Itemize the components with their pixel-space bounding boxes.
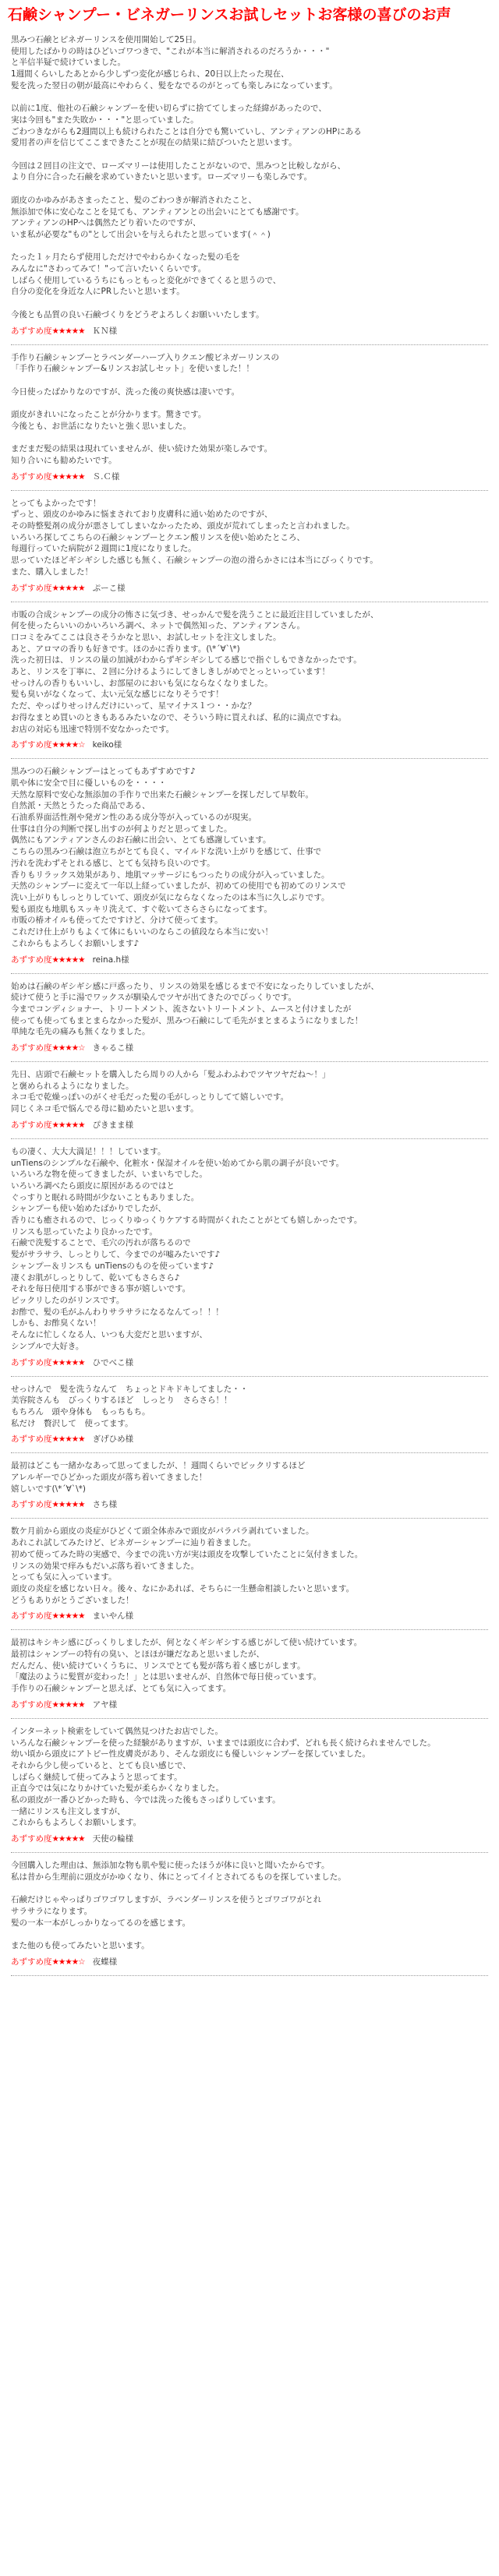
review-divider — [11, 1629, 488, 1630]
review-item — [11, 352, 488, 491]
review-text: せっけんで 髪を洗うなんて ちょっとドキドキしてました・・ 美容院さんも びっくりするほど しっとり さらさら！！ もちろん 頭や身体も もっちもち。 私だけ 贅沢して 使ってます。 — [11, 1384, 249, 1428]
review-rating — [11, 1043, 488, 1054]
star-rating: ★★★★★ — [51, 1834, 85, 1844]
star-rating: ★★★★★ — [51, 955, 85, 965]
star-rating: ★★★★★ — [51, 1434, 85, 1445]
star-rating: ★★★★★ — [51, 1611, 85, 1621]
recommend-label: あずすめ度 — [11, 1834, 52, 1844]
review-rating — [11, 1499, 488, 1511]
review-divider — [11, 1376, 488, 1377]
review-item — [11, 609, 488, 760]
review-text: 最初はキシキシ感にびっくりしましたが、何となくギシギシする感じがして使い続けています。 最初はシャンプーの特有の臭い、とほほが嫌だなあと思いましたが、 だんだん、使い続けていくうちに、リンスでとても髪が落ち着く感じがします。 「魔法のように髪質が変わった！」とは思いませんが、自然体で毎日使っています。 手作りの石鹸シャンプーと思えば、とても気に入ってます。 — [11, 1638, 363, 1694]
review-rating — [11, 739, 488, 751]
review-divider — [11, 758, 488, 759]
reviewer-name: 夜蝶様 — [92, 1957, 118, 1967]
reviewer-name: まいやん様 — [92, 1611, 134, 1621]
review-text: 最初はどこも一緒かなあって思ってましたが、！週間くらいでピックリするほど アレルギーでひどかった頭皮が落ち着いてきました！ 嬉しいです(\*´∀`\*) — [11, 1461, 306, 1494]
review-divider — [11, 490, 488, 491]
star-rating: ★★★★★ — [51, 326, 85, 336]
review-rating — [11, 583, 488, 595]
recommend-label: あずすめ度 — [11, 1357, 52, 1367]
reviewer-name: きゃるこ様 — [92, 1043, 134, 1053]
recommend-label: あずすめ度 — [11, 1434, 52, 1445]
recommend-label: あずすめ度 — [11, 1611, 52, 1621]
recommend-label: あずすめ度 — [11, 1699, 52, 1710]
review-rating — [11, 1434, 488, 1445]
review-divider — [11, 1975, 488, 1976]
recommend-label: あずすめ度 — [11, 326, 52, 336]
recommend-label: あずすめ度 — [11, 1500, 52, 1510]
review-text: とってもよかったです！ ずっと、頭皮のかゆみに悩まされており皮膚科に通い始めたのですが、 その時整髪剤の成分が悪さしてしまいなかったため、頭皮が荒れてしまったと言われました。 いろいろ探してこちらの石鹸シャンプーとクエン酸リンスを使い始めたところ、 每週行っていた病院が２週間に1度になりました。 思っていたほどギシギシした感じも無く、石鹸シャンプーの泡の滑らかさには本当にびっくりです。 また、購入しました！ — [11, 498, 378, 577]
review-divider — [11, 973, 488, 974]
review-item — [11, 1526, 488, 1630]
review-rating — [11, 471, 488, 483]
review-item — [11, 766, 488, 973]
review-item — [11, 1384, 488, 1454]
reviewer-name: ぎげひめ様 — [92, 1434, 134, 1445]
star-rating: ★★★★☆ — [51, 1957, 85, 1967]
review-rating — [11, 1699, 488, 1711]
star-rating: ★★★★★ — [51, 1699, 85, 1710]
reviewer-name: ＫＮ様 — [92, 326, 118, 336]
review-rating — [11, 1357, 488, 1369]
review-rating — [11, 1957, 488, 1968]
recommend-label: あずすめ度 — [11, 583, 52, 593]
review-divider — [11, 1718, 488, 1719]
review-text: 黒みつ石鹸とピネガーリンスを使用開始して25日。 使用したばかりの時はひどいゴワつきで、"これが本当に解消されるのだろうか・・・" と半信半疑で続けていました。 1週間くらいしたあとから少しずつ変化が感じられ、20日以上たった現在、 髪を洗った翌日の朝が最高にやわらく、髪をなでるのがとっても楽しみになっています。 以前に1度、他社の石鹸シャンプーを使い切らずに捨ててしまった経緯があったので、 実は今回も"また失敗か・・・"と思っていました。 ごわつきながらも2週間以上も続けられたことは自分でも驚いていし、アンティアンのHPにある 愛用者の声を信じてここまできたことが現在の結果に結びついたと思います。 今回は２回目の注文で、ローズマリーは使用したことがないので、黒みつと比較しながら、 より自分に合った石鹸を求めていきたいと思います。ローズマリーも楽しみです。 頭皮のかゆみがあさまったこと、髪のごわつきが解消されたこと、 無添加で体に安心なことを見ても、アンティアンとの出会いにとても感謝です。 アンティアンのHPへは偶然たどり着いたのですが、 いま私が必要な"もの"として出会いを与えられたと思っています(＾＾) たった１ヶ月たらず使用しただけでやわらかくなった髪の毛を みんなに"さわってみて！"って言いたいくらいです。 しばらく使用しているうちにもっともっと変化ができてくると思うので、 自分の変化を身近な人にPRしたいと思います。 今後とも品質の良い石鹸づくりをどうぞよろしくお願いいたします。 — [11, 35, 362, 319]
review-rating — [11, 1611, 488, 1622]
review-text: もの凄く、大大大満足！！！しています。 unTiensのシンプルな石鹸や、化粧水・保湿オイルを使い始めてから肌の調子が良いです。 いろいろな物を使ってきましたが、いまいちでした。 いろいろ調べたら頭皮に原因があるのではと ぐっすりと眠れる時間が少ないこともありました。 シャンプーも使い始めたばかりでしたが、 香りにも癒されるので、じっくりゆっくりケアする時間がくれたことがとても嬉しかったです。 リンスも思っていたより良かったです。 石鹸で洗髪することで、毛穴の汚れが落ちるので 髪がサラサラ、しっとりして、今までのが嘘みたいです♪ シャンプー＆リンスも unTiensのものを使っています♪ 凄くお肌がしっとりして、乾いてもさらさら♪ それを毎日使用する事ができる事が嬉しいです。 ピックリしたのがリンスです。 お酢で、髪の毛がふんわりサラサラになるなんてっ！！！ しかも、お酢臭くない！ そんなに忙しくなる人、いつも大変だと思いますが、 シンプルで大好き。 — [11, 1146, 363, 1351]
review-text: 数ケ月前から頭皮の炎症がひどくて頭全体赤みで頭皮がパラパラ剥れていました。 あれこれ試してみたけど、ビネガーシャンプーに辿り着きました。 初めて使ってみた時の実感で、今までの洗い方が実は頭皮を攻撃していたことに気付きました。 リンスの効果で痒みもだいぶ落ち着いてきました。 とっても気に入っています。 頭皮の炎症を感じない日々。後々、なにかあれば、そちらに一生懸命相談したいと思います。 どうもありがとうございました！ — [11, 1526, 363, 1605]
review-text: 先日、店頭で石鹸セットを購入したら周りの人から「髪ふわふわでツヤツヤだね～！」 と褒められるようになりました。 ネコ毛で乾燥っぽいのがくせ毛だった髪の毛がしっとりしてて嬉しいです。 同じくネコ毛で悩んでる母に勧めたいと思います。 — [11, 1070, 331, 1114]
star-rating: ★★★★☆ — [51, 740, 85, 750]
reviewer-name: 天使の輪様 — [92, 1834, 134, 1844]
review-item — [11, 34, 488, 345]
review-item — [11, 1460, 488, 1519]
review-text: 黒みつの石鹸シャンプーはとってもあずすめです♪ 肌や体に安全で目に優しいものを・・・・ 天然な原料で安心な無添加の手作りで出来た石鹸シャンプーを探しだして早数年。 自然派・天然とうたった商品である、 石油系界面活性剤や発ガン性のある成分等が入っているのが現実。 仕事は自分の判断で探し出すのが何よりだと思ってました。 偶然にもアンティアンさんのお石鹸に出会い、とても感謝しています。 こちらの黒みつ石鹸は泡立ちがとても良く、マイルドな洗い上がりを感じて、仕事で 汚れを洗わずそとれる感じ、とても気持ち良いのです。 香りもリラックス効果があり、地肌マッサージにもつったりの成分が入っていました。 天然のシャンプーに変えて一年以上経っていましたが、初めての使用でも初めてのリンスで 洗い上がりもしっとりしていて、頭皮が気にならなくなったのは本当に久しぶりです。 髪も頭皮も地肌もスッキリ洗えて、すぐ乾いてさらさらになってます。 市販の椿オイルも使ってたですけど、分けて使ってます。 これだけ仕上がりもよくて体にもいいのならこの値段なら本当に安い！ これからもよろしくお願いします♪ — [11, 767, 346, 948]
review-rating — [11, 1120, 488, 1131]
reviewer-name: ぴきまま様 — [92, 1120, 134, 1130]
review-list — [0, 34, 499, 1976]
review-item — [11, 1726, 488, 1853]
star-rating: ★★★★★ — [51, 1500, 85, 1510]
review-rating — [11, 955, 488, 966]
star-rating: ★★★★★ — [51, 471, 85, 482]
review-item — [11, 981, 488, 1063]
review-divider — [11, 1852, 488, 1853]
review-divider — [11, 1518, 488, 1519]
recommend-label: あずすめ度 — [11, 1043, 52, 1053]
review-text: 始めは石鹸のギシギシ感に戸惑ったり、リンスの効果を感じるまで不安になったりしていましたが、 続けて使うと手に湯でワックスが馴染んでツヤが出てきたのでびっくりです。 今までコンディショナー、トリートメント、流さないトリートメント、ムースと付けましたが 使っても使ってもまとまらなかった髪が、黒みつ石鹸にして毛先がまとまるようになりました！ 単純な毛先の痛みも無くなりました。 — [11, 981, 379, 1037]
recommend-label: あずすめ度 — [11, 1120, 52, 1130]
star-rating: ★★★★★ — [51, 1357, 85, 1367]
recommend-label: あずすめ度 — [11, 1957, 52, 1967]
page-title: 石鹸シャンプー・ビネガーリンスお試しセットお客様の喜びのお声 — [8, 6, 451, 23]
review-text: 今回購入した理由は、無添加な物も肌や髪に使ったほうが体に良いと聞いたからです。 私は昔から生理前に頭皮がかゆくなり、体にとってイイとされてるものを探していました。 石鹸だけじゃやっぱりゴワゴワしますが、ラベンダーリンスを使うとゴワゴワがとれ サラサラになります。 髪の一本一本がしっかりなってるのを感じます。 また他のも使ってみたいと思います。 — [11, 1861, 346, 1951]
review-item — [11, 1069, 488, 1139]
review-rating — [11, 1833, 488, 1845]
review-divider — [11, 1452, 488, 1453]
star-rating: ★★★★☆ — [51, 1043, 85, 1053]
reviewer-name: reina.h様 — [92, 955, 129, 965]
reviewer-name: keiko様 — [92, 740, 122, 750]
review-divider — [11, 1138, 488, 1139]
review-item — [11, 1146, 488, 1377]
reviewer-name: アヤ様 — [92, 1699, 118, 1710]
review-item — [11, 1860, 488, 1976]
review-divider — [11, 1061, 488, 1062]
reviewer-name: さち様 — [92, 1500, 118, 1510]
review-item — [11, 1637, 488, 1719]
reviewer-name: Ｓ.Ｃ様 — [92, 471, 120, 482]
review-rating — [11, 326, 488, 337]
star-rating: ★★★★★ — [51, 583, 85, 593]
reviewer-name: ひでべこ様 — [92, 1357, 134, 1367]
review-text: 手作り石鹸シャンプーとラベンダーハーブ入りクエン酸ビネガーリンスの 「手作り石鹸シャンプー&リンスお試しセット」を使いました！！ 今日使ったばかりなのですが、洗った後の爽快感は凄いです。 頭皮がきれいになったことが分かります。驚きです。 今後とも、お世話になりたいと強く思いました。 まだまだ髪の結果は現れていませんが、使い続けた効果が楽しみです。 知り合いにも勧めたいです。 — [11, 352, 279, 465]
reviewer-name: ぷーこ様 — [92, 583, 126, 593]
recommend-label: あずすめ度 — [11, 471, 52, 482]
recommend-label: あずすめ度 — [11, 955, 52, 965]
review-text: インターネット検索をしていて偶然見つけたお店でした。 いろんな石鹸シャンプーを使った経験がありますが、いままでは頭皮に合わず、どれも長く続けられませんでした。 幼い頃から頭皮にアトピー性皮膚炎があり、そんな頭皮にも優しいシャンプーを探していました。 それから少し使っていると、とても良い感じで、 しばらく継続して使ってみようと思ってます。 正直今では気になりかけていた髪が柔らかくなりました。 私の頭皮が一番ひどかった時も、今では洗った後もさっぱりしています。 一緒にリンスも注文しますが、 これからもよろしくお願いします。 — [11, 1726, 436, 1828]
star-rating: ★★★★★ — [51, 1120, 85, 1130]
review-text: 市販の合成シャンプーの成分の怖さに気づき、せっかんで髪を洗うことに最近注目していましたが、 何を使ったらいいのかいろいろ調べ、ネットで偶然知った、アンティアンさん。 口コミをみてここは良さそうかなと思い、お試しセットを注文しました。 あと、アロマの香りも好きです。ほのかに香ります。(\*´∀`\*) 洗った初日は、リンスの量の加減がわからずギシギシしてる感じで指ぐしもできなかったです。 あと、リンスを丁寧に、２回に分けるようにしてきしきしがめでとっといっています！ せっけんの香りもいいし、お部屋のにおいも気にならなくなりました。 髪も臭いがなくなって、太い元気な感じになりそうです！ ただ、やっぱりせっけんだけにいって、星マイナス１つ・・かな？ お得なまとめ買いのときもあるみたいなので、そういう時に買えれば、私的に満点ですね。 お店の対応も迅速で特別不安なかったです。 — [11, 609, 379, 734]
review-divider — [11, 344, 488, 345]
recommend-label: あずすめ度 — [11, 740, 52, 750]
review-item — [11, 498, 488, 602]
